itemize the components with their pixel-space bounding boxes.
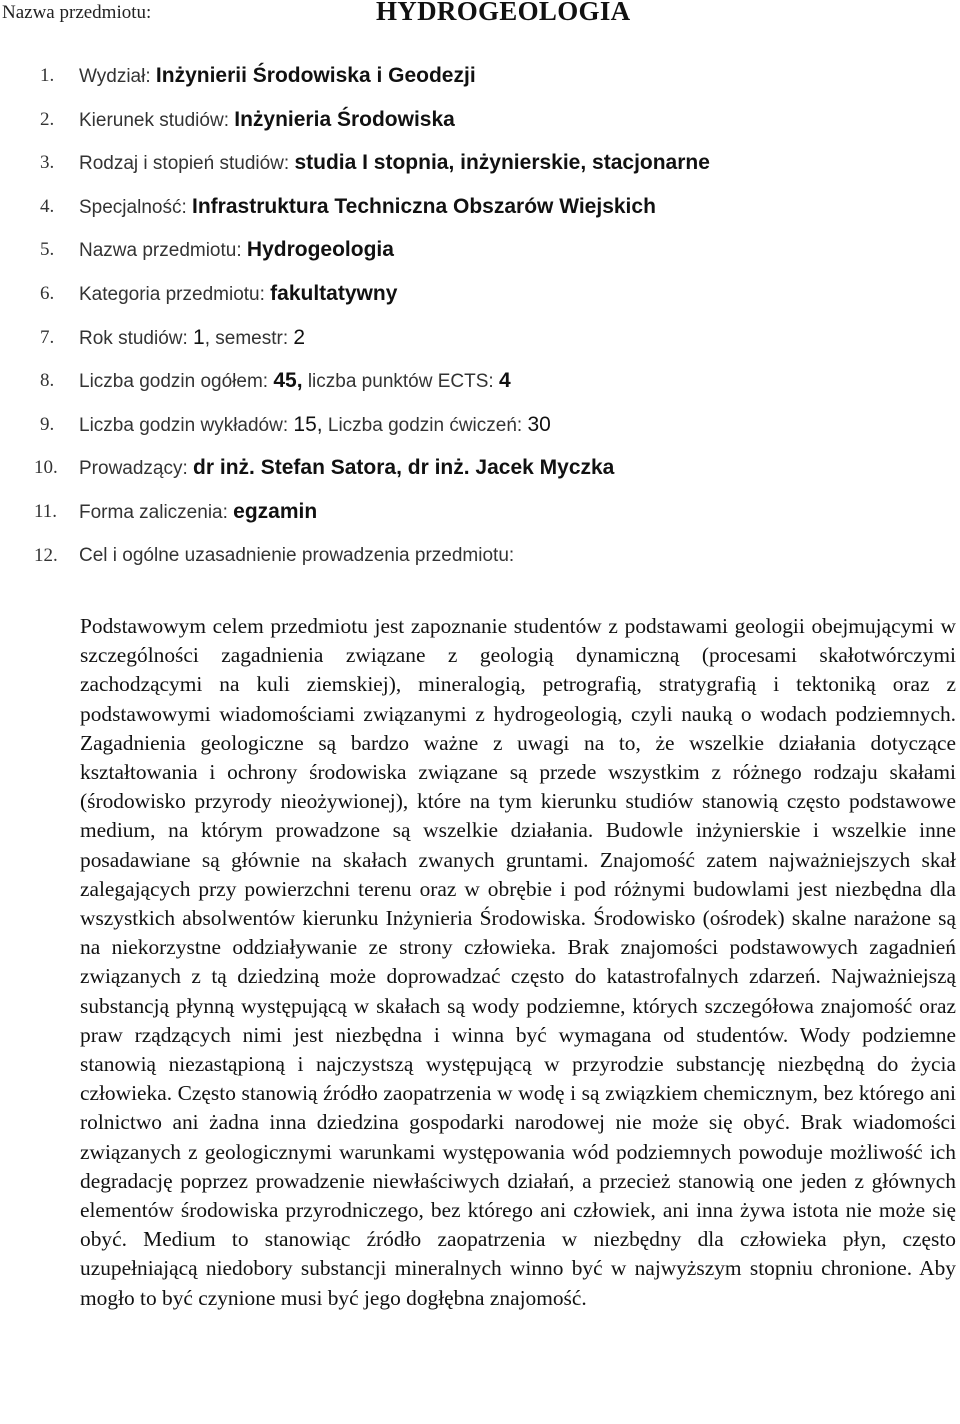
item-label: Liczba godzin wykładów: <box>79 414 294 436</box>
item-number: 3. <box>40 152 55 174</box>
item-number: 6. <box>40 282 55 304</box>
item-value: studia I stopnia, inżynierskie, stacjonarne <box>294 151 710 175</box>
item-number: 9. <box>40 413 55 435</box>
item-label: Wydział: <box>79 66 156 87</box>
item-label: Liczba godzin ogółem: <box>79 371 274 393</box>
item-number: 11. <box>34 500 58 522</box>
item-label: Kategoria przedmiotu: <box>79 283 271 305</box>
item-value: Hydrogeologia <box>246 238 394 262</box>
list-item-course-goal <box>0 538 940 582</box>
list-item-hours-ects <box>0 363 940 407</box>
item-label: Nazwa przedmiotu: <box>79 240 247 262</box>
item-label: Cel i ogólne uzasadnienie prowadzenia przedmiotu: <box>79 544 515 566</box>
list-item-lecture-exercise-hours <box>0 407 940 451</box>
item-value: 45, <box>273 369 303 393</box>
list-item-subject-category <box>0 276 940 320</box>
list-item-instructors <box>0 450 940 494</box>
item-number: 2. <box>40 108 55 130</box>
list-item-field-of-study <box>0 102 940 146</box>
list-item-specialty <box>0 189 940 233</box>
list-item-faculty <box>0 58 940 102</box>
subject-title: HYDROGEOLOGIA <box>376 0 631 26</box>
item-value: 15, <box>293 412 323 436</box>
list-item-subject-name <box>0 232 940 276</box>
item-value: Infrastruktura Techniczna Obszarów Wiejskich <box>192 194 656 218</box>
item-number: 7. <box>40 326 55 348</box>
item-number: 5. <box>40 239 55 261</box>
item-number: 1. <box>40 65 55 86</box>
item-label: Kierunek studiów: <box>79 109 235 131</box>
item-label-secondary: liczba punktów ECTS: <box>302 371 499 393</box>
item-value: 1 <box>193 325 205 349</box>
item-value: fakultatywny <box>270 281 398 305</box>
item-number: 8. <box>40 370 55 392</box>
item-label-secondary: Liczba godzin ćwiczeń: <box>322 414 528 436</box>
item-label: Rodzaj i stopień studiów: <box>79 153 295 175</box>
item-label: Rok studiów: <box>79 327 194 349</box>
item-value: egzamin <box>233 499 318 523</box>
item-number: 4. <box>40 195 55 217</box>
list-item-assessment-form <box>0 494 940 538</box>
list-item-study-type <box>0 145 940 189</box>
item-value-secondary: 2 <box>293 325 306 349</box>
item-value: Inżynieria Środowiska <box>234 107 455 131</box>
item-value-secondary: 30 <box>527 412 551 436</box>
list-item-year-semester <box>0 320 940 364</box>
item-label-secondary: , semestr: <box>204 327 294 349</box>
item-number: 12. <box>34 544 58 566</box>
item-value: dr inż. Stefan Satora, dr inż. Jacek Myczka <box>193 456 615 480</box>
item-value: Inżynierii Środowiska i Geodezji <box>155 64 476 87</box>
course-goal-description: Podstawowym celem przedmiotu jest zapoznanie studentów z podstawami geologii obejmującymi w szczególności zagadnienia związane z geologią dynamiczną (procesami skałotwórczymi zachodzącymi na kuli ziemskiej), mineralogią, petrografią, stratygrafią i tektoniką oraz z podstawowymi wiadomościami związanymi z hydrogeologią, czyli nauką o wodach podziemnych. Zagadnienia geologiczne są bardzo ważne z uwagi na to, że wszelkie działania dotyczące kształtowania i ochrony środowiska związane są przede wszystkim z różnego rodzaju skałami (środowisko przyrody nieożywionej), które na tym kierunku studiów stanowią często podstawowe medium, na którym prowadzone są wszelkie działania. Budowle inżynierskie i wszelkie inne posadawiane są głównie na skałach zwanych gruntami. Znajomość zatem najważniejszych skał zalegających przy powierzchni terenu oraz w obrębie i pod różnymi budowlami jest niezbędna dla wszystkich absolwentów kierunku Inżynieria Środowiska. Środowisko (ośrodek) skalne narażone są na niekorzystne oddziaływanie ze strony człowieka. Brak znajomości podstawowych zagadnień związanych z tą dziedziną może doprowadzać często do katastrofalnych zdarzeń. Najważniejszą substancją płynną występującą w skałach są wody podziemne, których szczegółowa znajomość oraz praw rządzących nimi jest niezbędna i winna być wymagana od studentów. Wody podziemne stanowią niezastąpioną i najczystszą występującą w przyrodzie substancję niezbędną do życia człowieka. Często stanowią źródło zaopatrzenia w wodę i są związkiem chemicznym, bez którego ani rolnictwo ani żadna inna dziedzina gospodarki narodowej nie może się obyć. Brak wiadomości związanych z geologicznymi warunkami występowania wód podziemnych powoduje możliwość ich degradację poprzez prowadzenie niewłaściwych działań, a przecież stanowią one jeden z głównych elementów środowiska przyrodniczego, bez którego ani człowiek, ani inna żywa istota nie może się obyć. Medium to stanowiąc źródło zaopatrzenia w niezbędny dla człowieka płyn, często uzupełniającą niedobory substancji mineralnych winno być w najwyższym stopniu chronione. Aby mogło to być czynione musi być jego dogłębna znajomość. <box>80 614 956 1310</box>
item-number: 10. <box>34 457 58 479</box>
item-value-secondary: 4 <box>498 369 511 393</box>
item-label: Forma zaliczenia: <box>79 501 234 523</box>
subject-name-label: Nazwa przedmiotu: <box>2 2 152 23</box>
document-header <box>0 0 960 30</box>
course-info-list <box>0 58 940 581</box>
item-label: Specjalność: <box>79 196 193 218</box>
item-label: Prowadzący: <box>79 458 194 480</box>
